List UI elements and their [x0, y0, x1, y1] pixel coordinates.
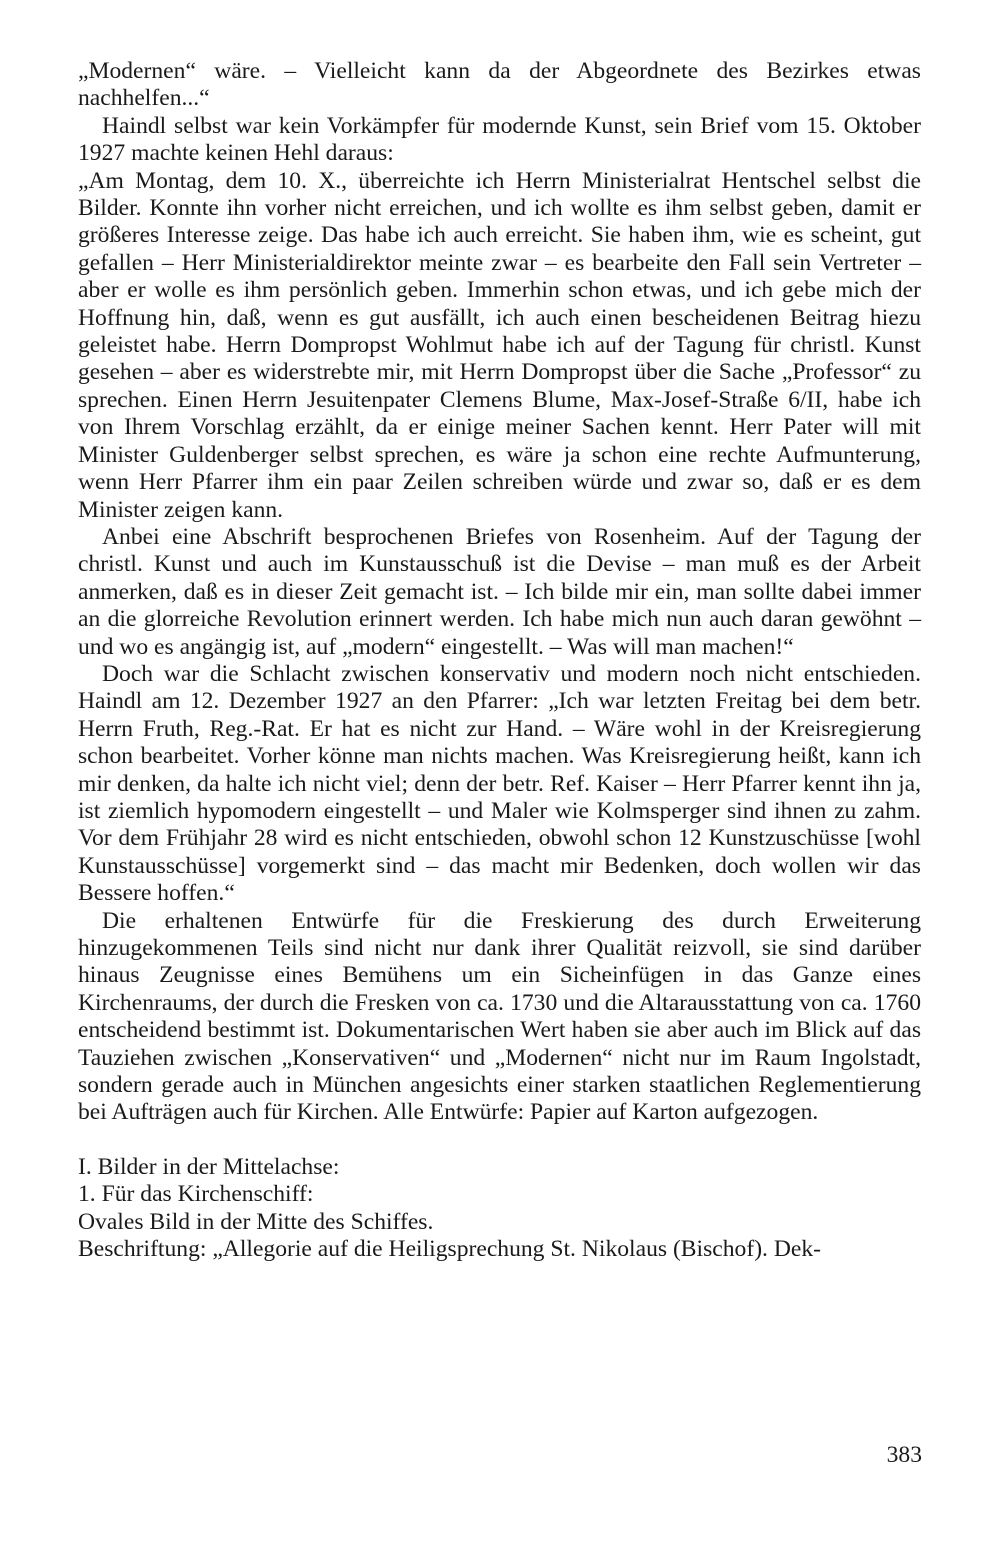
page-number: 383: [886, 1442, 922, 1468]
paragraph-haindl-intro: Haindl selbst war kein Vorkämpfer für modernde Kunst, sein Brief vom 15. Oktober 1927 machte keinen Hehl daraus:: [78, 112, 921, 167]
paragraph-rosenheim: Anbei eine Abschrift besprochenen Briefes von Rosenheim. Auf der Tagung der christl. Kunst und auch im Kunstausschuß ist die Devise – man muß es der Arbeit anmerken, daß es in dieser Zeit gemacht ist. – Ich bilde mir ein, man sollte dabei immer an die glorreiche Revolution erinnert werden. Ich habe mich nun auch daran gewöhnt – und wo es angängig ist, auf „modern“ eingestellt. – Was will man machen!“: [78, 523, 921, 660]
paragraph-letter-quote: „Am Montag, dem 10. X., überreichte ich Herrn Ministerialrat Hentschel selbst die Bilder. Konnte ihn vorher nicht erreichen, und ich wollte es ihm selbst geben, damit er größeres Interesse zeige. Das habe ich auch erreicht. Sie haben ihm, wie es scheint, gut gefallen – Herr Ministerialdirektor meinte zwar – es bearbeite den Fall sein Vertreter – aber er wolle es ihm persönlich geben. Immerhin schon etwas, und ich gebe mich der Hoffnung hin, daß, wenn es gut ausfällt, ich auch einen bescheidenen Beitrag hiezu geleistet habe. Herrn Dompropst Wohlmut habe ich auf der Tagung für christl. Kunst gesehen – aber es widerstrebte mir, mit Herrn Dompropst über die Sache „Professor“ zu sprechen. Einen Herrn Jesuitenpater Clemens Blume, Max-Josef-Straße 6/II, habe ich von Ihrem Vorschlag erzählt, da er einige meiner Sachen kennt. Herr Pater will mit Minister Guldenberger selbst sprechen, es wäre ja schon eine rechte Aufmunterung, wenn Herr Pfarrer ihm ein paar Zeilen schreiben würde und zwar so, daß er es dem Minister zeigen kann.: [78, 167, 921, 523]
list-heading-center-axis: I. Bilder in der Mittelachse:: [78, 1153, 340, 1180]
page-text-block: [78, 58, 921, 1263]
list-subheading-nave: 1. Für das Kirchenschiff:: [78, 1181, 314, 1208]
paragraph-designs: Die erhaltenen Entwürfe für die Freskierung des durch Erweiterung hinzugekommenen Teils sind nicht nur dank ihrer Qualität reizvoll, sie sind darüber hinaus Zeugnisse eines Bemühens um ein Sicheinfügen in das Ganze eines Kirchenraums, der durch die Fresken von ca. 1730 und die Altarausstattung von ca. 1760 entscheidend bestimmt ist. Dokumentarischen Wert haben sie aber auch im Blick auf das Tauziehen zwischen „Konservativen“ und „Modernen“ nicht nur im Raum Ingolstadt, sondern gerade auch in München angesichts einer starken staatlichen Reglementierung bei Aufträgen auch für Kirchen. Alle Entwürfe: Papier auf Karton aufgezogen.: [78, 907, 921, 1126]
list-item-inscription: Beschriftung: „Allegorie auf die Heiligsprechung St. Nikolaus (Bischof). Dek-: [78, 1236, 822, 1263]
section-spacer: [78, 1127, 921, 1154]
paragraph-continuation: „Modernen“ wäre. – Vielleicht kann da der Abgeordnete des Bezirkes etwas nachhelfen...“: [78, 58, 921, 112]
paragraph-battle: Doch war die Schlacht zwischen konservativ und modern noch nicht entschieden. Haindl am 12. Dezember 1927 an den Pfarrer: „Ich war letzten Freitag bei dem betr. Herrn Fruth, Reg.-Rat. Er hat es nicht zur Hand. – Wäre wohl in der Kreisregierung schon bearbeitet. Vorher könne man nichts machen. Was Kreisregierung heißt, kann ich mir denken, da halte ich nicht viel; denn der betr. Ref. Kaiser – Herr Pfarrer kennt ihn ja, ist ziemlich hypomodern eingestellt – und Maler wie Kolmsperger sind ihnen zu zahm. Vor dem Frühjahr 28 wird es nicht entschieden, obwohl schon 12 Kunstzuschüsse [wohl Kunstausschüsse] vorgemerkt sind – das macht mir Bedenken, doch wollen wir das Bessere hoffen.“: [78, 660, 921, 907]
list-item-oval-picture: Ovales Bild in der Mitte des Schiffes.: [78, 1208, 434, 1235]
